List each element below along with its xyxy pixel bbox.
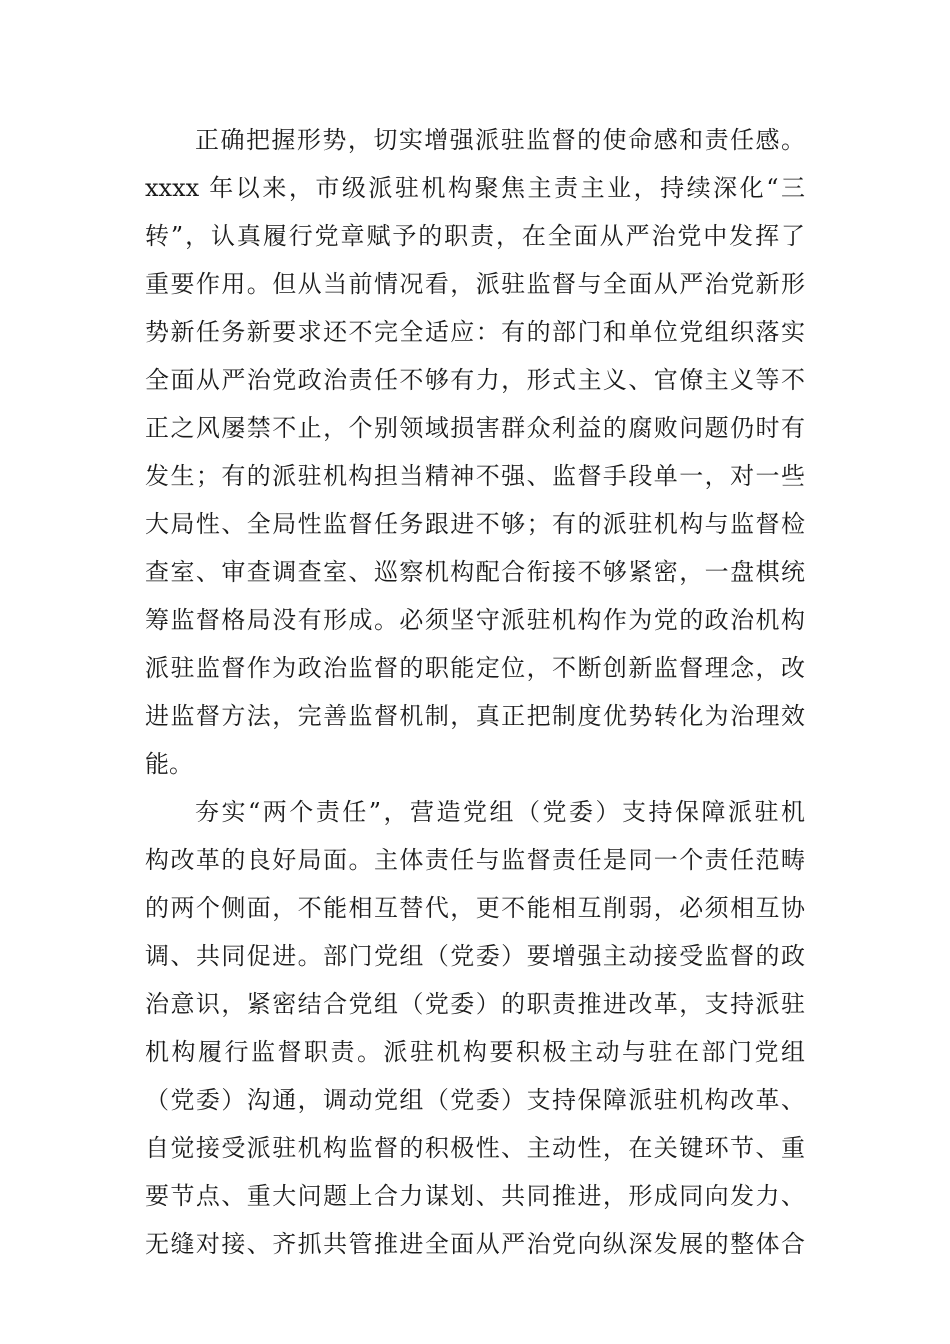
- paragraph-2-line: 构改革的良好局面。主体责任与监督责任是同一个责任范畴: [145, 846, 805, 874]
- paragraph-1-line: xxxx 年以来，市级派驻机构聚焦主责主业，持续深化“三: [145, 174, 805, 202]
- paragraph-1-line: 进监督方法，完善监督机制，真正把制度优势转化为治理效: [145, 702, 805, 730]
- paragraph-1-line: 正确把握形势，切实增强派驻监督的使命感和责任感。: [195, 126, 805, 154]
- paragraph-1-line: 转”，认真履行党章赋予的职责，在全面从严治党中发挥了: [145, 222, 805, 250]
- paragraph-2-line: 夯实“两个责任”，营造党组（党委）支持保障派驻机: [195, 798, 805, 826]
- paragraph-1-line: 全面从严治党政治责任不够有力，形式主义、官僚主义等不: [145, 366, 805, 394]
- paragraph-2-line: 的两个侧面，不能相互替代，更不能相互削弱，必须相互协: [145, 894, 805, 922]
- paragraph-1-line: 筹监督格局没有形成。必须坚守派驻机构作为党的政治机构: [145, 606, 805, 634]
- paragraph-1-line: 能。: [145, 750, 193, 778]
- paragraph-1-line: 发生；有的派驻机构担当精神不强、监督手段单一，对一些: [145, 462, 805, 490]
- paragraph-1-line: 正之风屡禁不止，个别领域损害群众利益的腐败问题仍时有: [145, 414, 805, 442]
- paragraph-2-line: 要节点、重大问题上合力谋划、共同推进，形成同向发力、: [145, 1182, 805, 1210]
- paragraph-2-line: 机构履行监督职责。派驻机构要积极主动与驻在部门党组: [145, 1038, 805, 1066]
- paragraph-1-line: 重要作用。但从当前情况看，派驻监督与全面从严治党新形: [145, 270, 805, 298]
- paragraph-1-line: 大局性、全局性监督任务跟进不够；有的派驻机构与监督检: [145, 510, 805, 538]
- paragraph-2-line: 调、共同促进。部门党组（党委）要增强主动接受监督的政: [145, 942, 805, 970]
- paragraph-1-line: 查室、审查调查室、巡察机构配合衔接不够紧密，一盘棋统: [145, 558, 805, 586]
- paragraph-2-line: 自觉接受派驻机构监督的积极性、主动性，在关键环节、重: [145, 1134, 805, 1162]
- paragraph-2-line: 无缝对接、齐抓共管推进全面从严治党向纵深发展的整体合: [145, 1230, 805, 1258]
- paragraph-2-line: （党委）沟通，调动党组（党委）支持保障派驻机构改革、: [145, 1086, 805, 1114]
- paragraph-1-line: 势新任务新要求还不完全适应：有的部门和单位党组织落实: [145, 318, 805, 346]
- paragraph-1-line: 派驻监督作为政治监督的职能定位，不断创新监督理念，改: [145, 654, 805, 682]
- paragraph-2-line: 治意识，紧密结合党组（党委）的职责推进改革，支持派驻: [145, 990, 805, 1018]
